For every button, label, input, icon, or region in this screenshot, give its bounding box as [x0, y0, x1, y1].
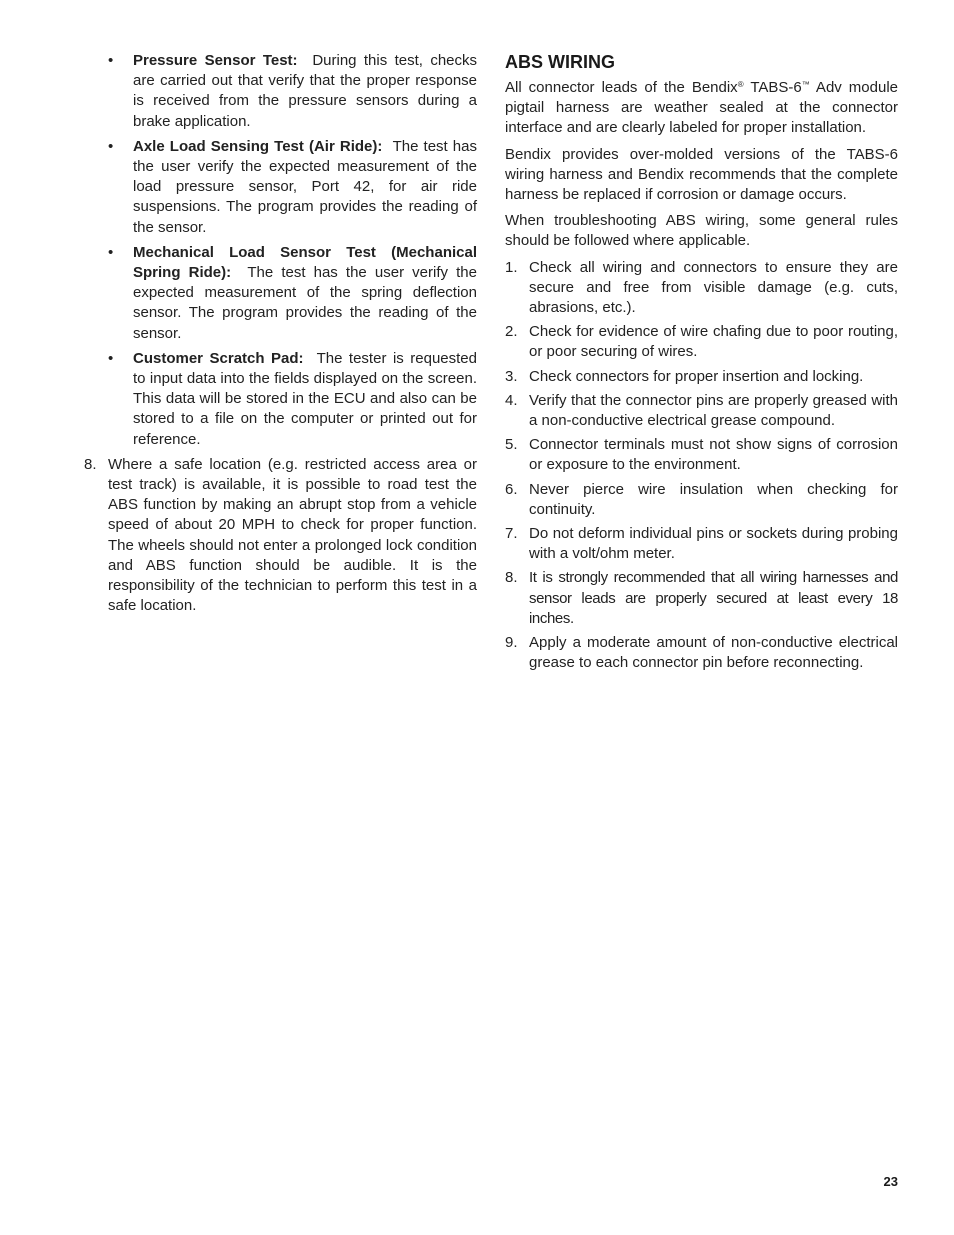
bullet-icon: • [108, 52, 114, 69]
bullet-text: The tester is requested to input data into the fields displayed on the screen. This data will be stored in the ECU and also can be stored to a file on the computer or printed out for reference. [133, 349, 477, 448]
item-number: 1. [505, 258, 518, 276]
bullet-title: Mechanical Load Sensor Test (Mechanical Spring Ride): [133, 243, 477, 282]
bullet-text: During this test, checks are carried out that verify that the proper response is received from the pressure sensors during a brake application. [133, 52, 478, 130]
list-item [505, 480, 898, 520]
rules-intro-paragraph: When troubleshooting ABS wiring, some general rules should be followed where applicable. [505, 212, 898, 250]
item-text: Check all wiring and connectors to ensure they are secure and free from visible damage (e.g. cuts, abrasions, etc.). [529, 258, 898, 317]
item-number: 8. [505, 569, 518, 587]
bullet-title: Pressure Sensor Test: [133, 52, 298, 69]
list-item [108, 51, 477, 132]
wiring-rules-list [505, 258, 898, 674]
item-number: 8. [84, 455, 97, 473]
item-text: Where a safe location (e.g. restricted access area or test track) is available, it is possible to road test the ABS function by making an abrupt stop from a vehicle speed of about 20 MPH to check for proper function. The wheels should not enter a prolonged lock condition and ABS function should be audible. It is the responsibility of the technician to perform this test in a safe location. [108, 455, 477, 615]
right-column [505, 51, 898, 677]
item-text: Apply a moderate amount of non-conductive electrical grease to each connector pin before reconnecting. [529, 634, 898, 672]
item-number: 4. [505, 391, 518, 409]
list-item [108, 137, 477, 238]
item-number: 7. [505, 525, 518, 543]
intro-paragraph [505, 78, 898, 139]
item-number: 3. [505, 367, 518, 385]
list-item [505, 322, 898, 362]
para-text: All connector leads of the Bendix [505, 79, 738, 96]
list-item [108, 349, 477, 450]
list-item [505, 391, 898, 431]
list-item [108, 243, 477, 344]
item-text: Never pierce wire insulation when checking for continuity. [529, 480, 898, 518]
para-text: Adv module pigtail harness are weather sealed at the connector interface and are clearly labeled for proper installation. [505, 79, 898, 137]
item-text: Check connectors for proper insertion and locking. [529, 367, 864, 385]
list-item [505, 435, 898, 475]
bullet-text: The test has the user verify the expected measurement of the spring deflection sensor. The program provides the reading of the sensor. [133, 264, 477, 342]
item-number: 6. [505, 480, 518, 498]
item-number: 2. [505, 323, 518, 341]
list-item [505, 367, 898, 387]
page-number: 23 [883, 1174, 898, 1189]
trademark-mark: ™ [801, 80, 810, 89]
bullet-text: The test has the user verify the expected measurement of the load pressure sensor, Port 42, for air ride suspensions. The program provides the reading of the sensor. [133, 137, 477, 236]
item-text: Verify that the connector pins are properly greased with a non-conductive electrical grease compound. [529, 391, 898, 430]
left-column [84, 51, 477, 621]
list-item [505, 258, 898, 319]
test-bullet-list [108, 51, 477, 450]
para-text: TABS-6 [743, 79, 802, 96]
item-number: 5. [505, 436, 518, 454]
bullet-title: Customer Scratch Pad: [133, 349, 304, 367]
harness-paragraph: Bendix provides over-molded versions of the TABS-6 wiring harness and Bendix recommends that the complete harness be replaced if corrosion or damage occurs. [505, 145, 898, 204]
list-item [505, 524, 898, 564]
road-test-item [84, 455, 477, 617]
bullet-icon: • [108, 349, 114, 367]
item-number: 9. [505, 634, 518, 652]
list-item [505, 568, 898, 629]
bullet-icon: • [108, 243, 114, 261]
list-item [505, 633, 898, 673]
item-text: Do not deform individual pins or sockets during probing with a volt/ohm meter. [529, 525, 898, 563]
item-text: It is strongly recommended that all wiring harnesses and sensor leads are properly secured at least every 18 inches. [529, 569, 898, 627]
bullet-title: Axle Load Sensing Test (Air Ride): [133, 137, 383, 155]
bullet-icon: • [108, 137, 114, 155]
item-text: Connector terminals must not show signs of corrosion or exposure to the environment. [529, 436, 898, 474]
item-text: Check for evidence of wire chafing due to poor routing, or poor securing of wires. [529, 323, 898, 361]
registered-mark: ® [737, 80, 744, 89]
section-heading: ABS WIRING [505, 52, 615, 72]
